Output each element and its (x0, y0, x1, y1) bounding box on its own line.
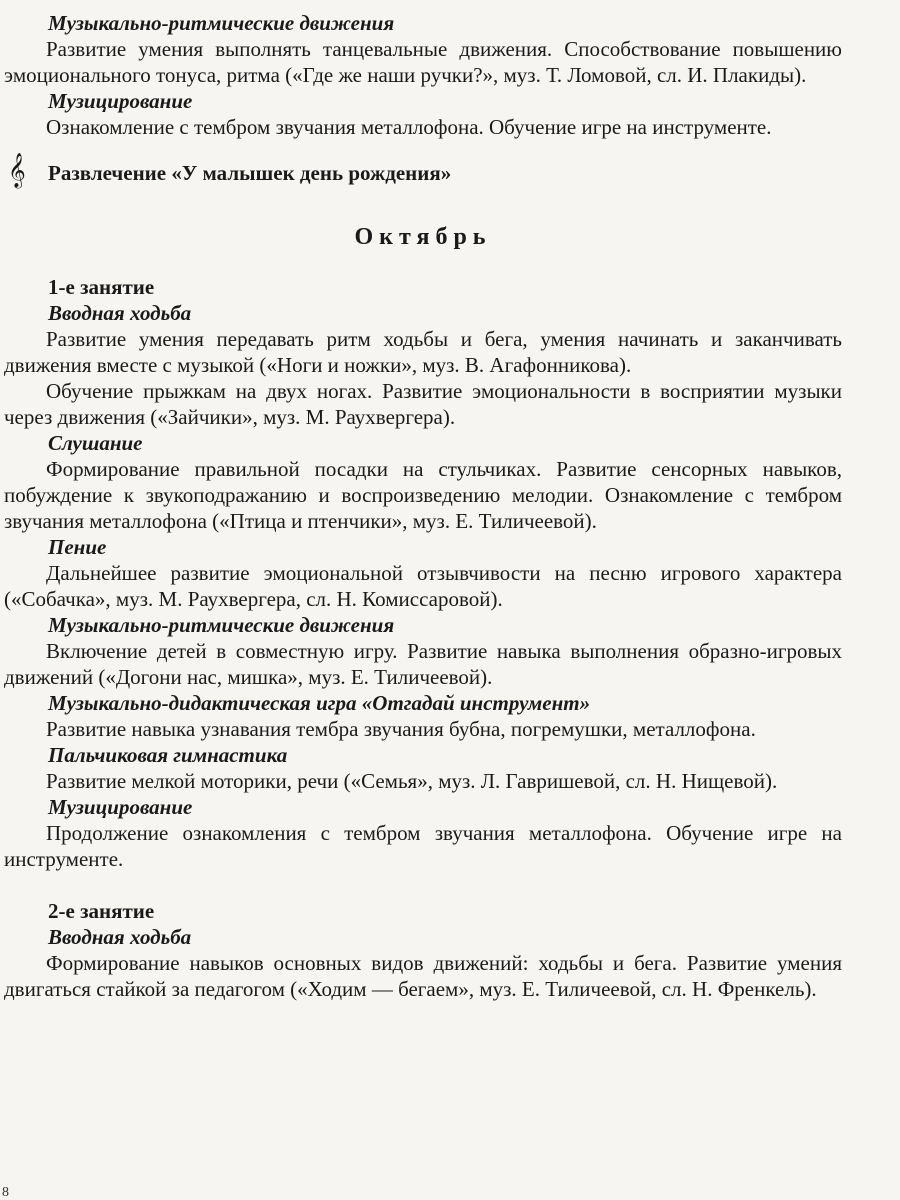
paragraph: Продолжение ознакомления с тембром звучания металлофона. Обучение игре на инструменте. (4, 821, 842, 871)
page-number: 8 (2, 1185, 9, 1200)
section-heading: Музицирование (48, 89, 193, 113)
section-heading: Пальчиковая гимнастика (48, 743, 288, 767)
paragraph: Формирование правильной посадки на стульчиках. Развитие сенсорных навыков, побуждение к звукоподражанию и воспроизведению мелодии. Ознакомление с тембром звучания металлофона («Птица и птенчики», муз. Е. Тиличеевой). (4, 457, 842, 533)
section-heading: Вводная ходьба (48, 301, 192, 325)
treble-clef-icon: 𝄞 (8, 153, 26, 188)
lesson-heading: 2-е занятие (48, 899, 155, 923)
section-heading: Музыкально-дидактическая игра «Отгадай инструмент» (48, 691, 591, 715)
section-heading: Музицирование (48, 795, 193, 819)
paragraph: Ознакомление с тембром звучания металлофона. Обучение игре на инструменте. (46, 115, 772, 139)
paragraph: Развитие умения передавать ритм ходьбы и бега, умения начинать и заканчивать движения вместе с музыкой («Ноги и ножки», муз. В. Агафонникова). (4, 327, 842, 377)
event-heading (8, 153, 842, 188)
month-title: Октябрь (354, 224, 492, 250)
section-heading: Пение (48, 535, 107, 559)
paragraph: Включение детей в совместную игру. Развитие навыка выполнения образно-игровых движений («Догони нас, мишка», муз. Е. Тиличеевой). (4, 639, 842, 689)
section-heading: Вводная ходьба (48, 925, 192, 949)
paragraph: Дальнейшее развитие эмоциональной отзывчивости на песню игрового характера («Собачка», муз. М. Раухвергера, сл. Н. Комиссаровой). (4, 561, 842, 611)
section-heading: Музыкально-ритмические движения (48, 613, 395, 637)
paragraph: Обучение прыжкам на двух ногах. Развитие эмоциональности в восприятии музыки через движения («Зайчики», муз. М. Раухвергера). (4, 379, 842, 429)
event-title: Развлечение «У малышек день рождения» (48, 161, 452, 185)
paragraph: Развитие умения выполнять танцевальные движения. Способствование повышению эмоционального тонуса, ритма («Где же наши ручки?», муз. Т. Ломовой, сл. И. Плакиды). (4, 37, 842, 87)
paragraph: Формирование навыков основных видов движений: ходьбы и бега. Развитие умения двигаться стайкой за педагогом («Ходим — бегаем», муз. Е. Тиличеевой, сл. Н. Френкель). (4, 951, 842, 1001)
paragraph: Развитие навыка узнавания тембра звучания бубна, погремушки, металлофона. (46, 717, 756, 741)
paragraph: Развитие мелкой моторики, речи («Семья», муз. Л. Гавришевой, сл. Н. Нищевой). (46, 769, 778, 793)
section-heading: Слушание (48, 431, 143, 455)
section-heading: Музыкально-ритмические движения (48, 11, 395, 35)
lesson-heading: 1-е занятие (48, 275, 155, 299)
